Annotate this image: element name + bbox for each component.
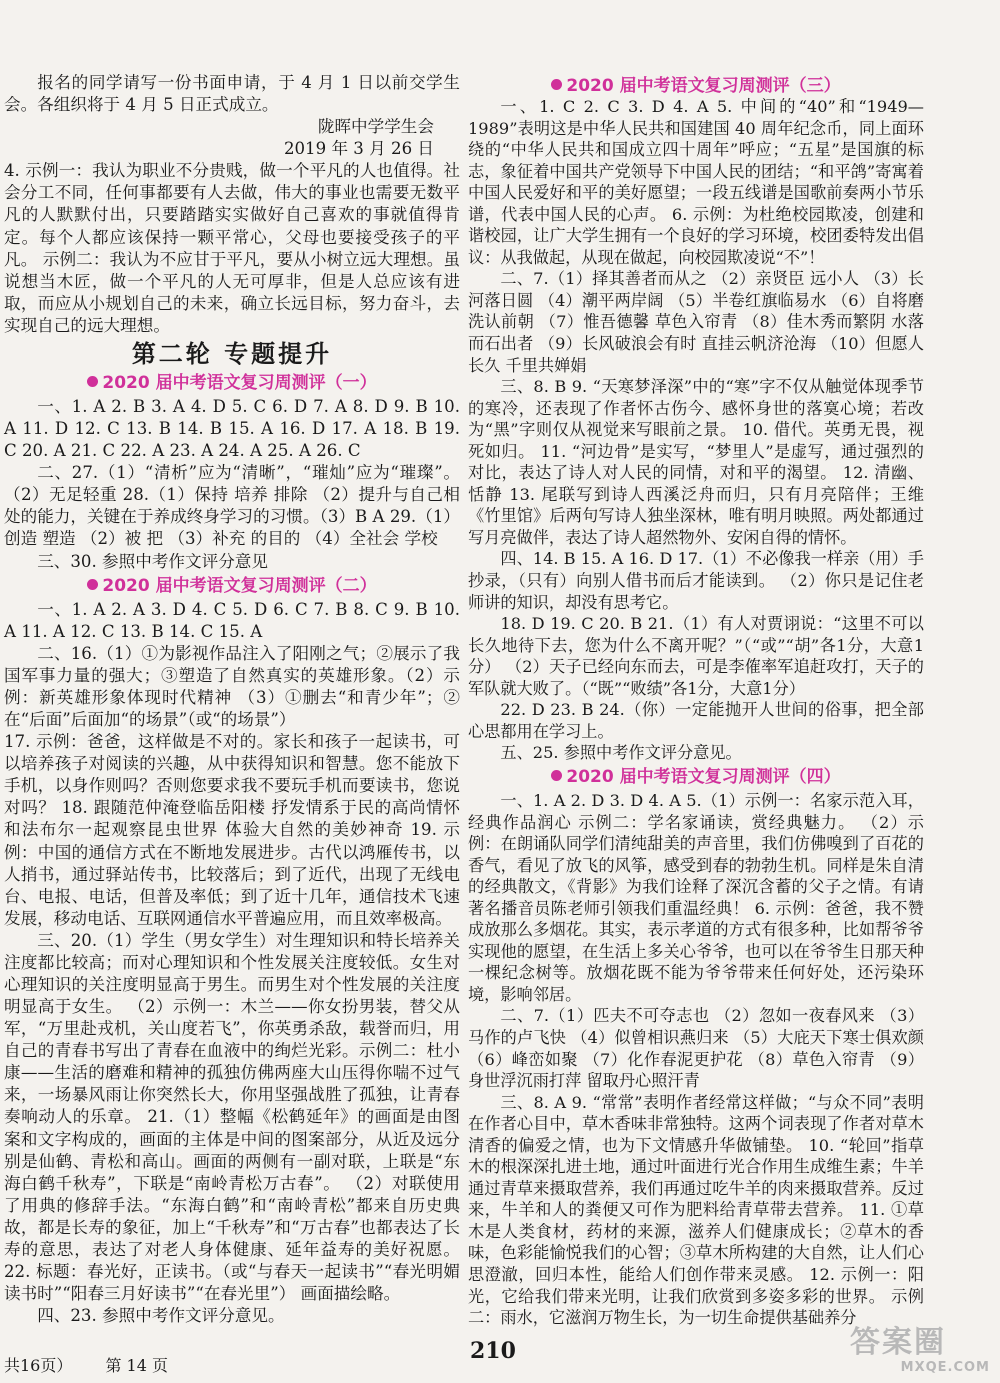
page-number: 210 [470, 1338, 516, 1364]
current-page: 第 14 页 [105, 1356, 169, 1375]
section-header-2: 2020 届中考语文复习周测评（二） [4, 574, 460, 598]
section-header-4: 2020 届中考语文复习周测评（四） [468, 765, 924, 789]
sec2-part4: 四、23. 参照中考作文评分意见。 [37, 1306, 285, 1326]
section-header-1: 2020 届中考语文复习周测评（一） [4, 371, 460, 395]
sec3-part5: 五、25. 参照中考作文评分意见。 [500, 743, 742, 763]
sec3-part4: 四、14. B 15. A 16. D 17.（1）不必像我一样亲（用）手抄录，（只有）向别人借书而后才能读到。 （2）你只是记住老师讲的知识，却没有思考它。 [468, 549, 924, 612]
sec3-item-22-24: 22. D 23. B 24.（你）一定能抛开人世间的俗事，把全部心思都用在学习上。 [468, 700, 924, 741]
right-column [468, 96, 924, 1329]
watermark-text: 答案圈 [850, 1325, 946, 1360]
page-footer [4, 1353, 196, 1376]
bullet-dot-icon [87, 579, 98, 590]
watermark-url: MXQE.COM [900, 1360, 990, 1375]
round-title: 第二轮 专题提升 [131, 339, 333, 368]
sec4-part2: 二、7.（1）匹夫不可夺志也 （2）忽如一夜春风来 （3）马作的卢飞快 （4）似曾相识燕归来 （5）大庇天下寒士俱欢颜 （6）峰峦如聚 （7）化作春泥更护花 （8）草色入帘青 （9）身世浮沉雨打萍 留取丹心照汗青 [468, 1006, 924, 1091]
sec3-part2: 二、7.（1）择其善者而从之 （2）亲贤臣 远小人 （3）长河落日圆 （4）潮平两岸阔 （5）半卷红旗临易水 （6）自将磨洗认前朝 （7）惟吾德馨 草色入帘青 （8）佳木秀而繁阴 水落而石出者 （9）长风破浪会有时 直挂云帆济沧海 （10）但愿人长久 千里共婵娟 [468, 269, 924, 375]
section-header-3: 2020 届中考语文复习周测评（三） [468, 74, 924, 98]
watermark-logo [850, 1326, 990, 1378]
sec1-part3: 三、30. 参照中考作文评分意见 [37, 551, 268, 571]
sec1-part2: 二、27.（1）“清析”应为“清晰”，“璀灿”应为“璀璨”。（2）无足轻重 28.（1）保持 培养 排除 （2）提升与自己相处的能力，关键在于养成终身学习的习惯。（3）B A 29.（1）创造 塑造 （2）被 把 （3）补充 的目的 （4）全社会 学校 [4, 463, 460, 549]
bullet-dot-icon [87, 376, 98, 387]
notice-signature: 陇晖中学学生会 [317, 117, 434, 137]
total-pages: 共16页） [4, 1356, 73, 1375]
sec3-part1: 一、1. C 2. C 3. D 4. A 5. 中间的“40”和“1949—1989”表明这是中华人民共和国建国 40 周年纪念币，同上面环绕的“中华人民共和国成立四十周年”呼应；“五星”是国旗的标志，象征着中国共产党领导下中国人民的团结；“和平鸽”寄寓着中国人民爱好和平的美好愿望；一段五线谱是国歌前奏两小节乐谱，代表中国人民的心声。 6. 示例：为杜绝校园欺凌，创建和谐校园，让广大学生拥有一个良好的学习环境，校团委特发出倡议：从我做起，从现在做起，向校园欺凌说“不”！ [468, 97, 924, 267]
bullet-dot-icon [551, 770, 562, 781]
sec4-part3: 三、8. A 9. “常常”表明作者经常这样做；“与众不同”表明在作者心目中，草木香味非常独特。这两个词表现了作者对草木清香的偏爱之情，也为下文情感升华做铺垫。 10. “轮回”指草木的根深深扎进土地，通过叶面进行光合作用生成维生素；牛羊通过青草来摄取营养，我们再通过吃牛羊的肉来摄取营养。反过来，牛羊和人的粪便又可作为肥料给青草带去营养。 11. ①草木是人类食材，药材的来源，滋养人们健康成长；②草木的香味，色彩能愉悦我们的心智；③草木所构建的大自然，让人们心思澄澈，回归本性，能给人们创作带来灵感。 12. 示例一：阳光，它给我们带来光明，让我们欣赏到多姿多彩的世界。 示例二：雨水，它滋润万物生长，为一切生命提供基础养分 [468, 1092, 924, 1328]
sec2-item-17-19: 17. 示例：爸爸，这样做是不对的。家长和孩子一起读书，可以培养孩子对阅读的兴趣，从中获得知识和智慧。您不能放下手机，以身作则吗？否则您要求我不要玩手机而要读书，您说对吗？ 18. 跟随范仲淹登临岳阳楼 抒发情系于民的高尚情怀 和法布尔一起观察昆虫世界 体验大自然的美妙神奇 19. 示例：中国的通信方式在不断地发展进步。古代以鸿雁传书，以人捎书，通过驿站传书，比较落后；到了近代，出现了无线电台、电报、电话，但普及率低；到了近十几年，通信技术飞速发展，移动电话、互联网通信水平普遍应用，而且效率极高。 [4, 732, 460, 928]
sec4-part1: 一、1. A 2. D 3. D 4. A 5.（1）示例一：名家示范入耳，经典作品润心 示例二：学名家诵读，赏经典魅力。 （2）示例：在朗诵队同学们清纯甜美的声音里，我们仿佛嗅到了百花的香气，看见了放飞的风筝，感受到春的勃勃生机。同样是朱自清的经典散文，《背影》为我们诠释了深沉含蓄的父子之情。有请著名播音员陈老师引领我们重温经典！ 6. 示例：爸爸，我不赞成放那么多烟花。其实，表示孝道的方式有很多种，比如帮爷爷实现他的愿望，在生活上多关心爷爷，也可以在爷爷生日那天种一棵纪念树等。放烟花既不能为爷爷带来任何好处，还污染环境，影响邻居。 [468, 790, 924, 1004]
sec2-part3: 三、20.（1）学生（男女学生）对生理知识和特长培养关注度都比较高；而对心理知识和个性发展关注度较低。女生对心理知识的关注度明显高于男生。而男生对个性发展的关注度明显高于女生。 （2）示例一：木兰——你女扮男装，替父从军，“万里赴戎机，关山度若飞”，你英勇杀敌，载誉而归，用自己的青春书写出了青春在血液中的绚烂光彩。示例二：杜小康——生活的磨难和精神的孤独仿佛两座大山压得你喘不过气来，一场暴风雨让你突然长大，你用坚强战胜了孤独，让青春奏响动人的乐章。 21.（1）整幅《松鹤延年》的画面是由图案和文字构成的，画面的主体是中间的图案部分，从近及远分别是仙鹤、青松和高山。画面的两侧有一副对联，上联是“东海白鹤千秋寿”，下联是“南岭青松万古春”。 （2）对联使用了用典的修辞手法。“东海白鹤”和“南岭青松”都来自历史典故，都是长寿的象征，加上“千秋寿”和“万古春”也都表达了长寿的意思，表达了对老人身体健康、延年益寿的美好祝愿。 22. 标题：春光好，正读书。（或“与春天一起读书”“春光明媚读书时”“阳春三月好读书”“在春光里”） 画面描绘略。 [4, 930, 460, 1304]
sec2-choice-answers: 一、1. A 2. A 3. D 4. C 5. D 6. C 7. B 8. C 9. B 10. A 11. A 12. C 13. B 14. C 15. A [4, 599, 460, 641]
notice-text: 报名的同学请写一份书面申请，于 4 月 1 日以前交学生会。各组织将于 4 月 5 日正式成立。 [4, 73, 460, 115]
sec2-part2: 二、16.（1）①为影视作品注入了阳刚之气；②展示了我国军事力量的强大；③塑造了自然真实的英雄形象。（2）示例：新英雄形象体现时代精神 （3）①删去“和青少年”；②在“后面”后面加“的场景”（或“的场景”） [4, 643, 460, 730]
sec3-part3: 三、8. B 9. “天寒梦泽深”中的“寒”字不仅从触觉体现季节的寒冷，还表现了作者怀古伤今、感怀身世的落寞心境；若改为“黑”字则仅从视觉来写眼前之景。 10. 借代。英勇无畏，视死如归。 11. “河边骨”是实写，“梦里人”是虚写，通过强烈的对比，表达了诗人对人民的同情，对和平的渴望。 12. 清幽、恬静 13. 尾联写到诗人西溪泛舟而归，只有月亮陪伴；王维《竹里馆》后两句写诗人独坐深林，唯有明月映照。两处都通过写月亮做伴，表达了诗人超然物外、安闲自得的情怀。 [468, 377, 924, 547]
notice-date: 2019 年 3 月 26 日 [283, 139, 434, 159]
left-column [4, 72, 460, 1327]
bullet-dot-icon [551, 79, 562, 90]
answer-item-4: 4. 示例一：我认为职业不分贵贱，做一个平凡的人也值得。社会分工不同，任何事都要有人去做，伟大的事业也需要无数平凡的人默默付出，只要踏踏实实做好自己喜欢的事就值得肯定。每个人都应该保持一颗平常心，父母也要接受孩子的平凡。 示例二：我认为不应甘于平凡，要从小树立远大理想。虽说想当木匠，做一个平凡的人无可厚非，但是人总应该有进取，而应从小规划自己的未来，确立长远目标，努力奋斗，去实现自己的远大理想。 [4, 161, 460, 335]
sec1-choice-answers: 一、1. A 2. B 3. A 4. D 5. C 6. D 7. A 8. D 9. B 10. A 11. D 12. C 13. B 14. B 15. A 16. D 17. A 18. B 19. C 20. A 21. C 22. A 23. A 24. A 25. A 26. C [4, 397, 460, 461]
sec3-item-18-21: 18. D 19. C 20. B 21.（1）有人对贾诩说：“这里不可以长久地待下去，您为什么不离开呢？”（“或”“胡”各1分，大意1分） （2）天子已经向东而去，可是李傕率军追赶攻打，天子的军队就大败了。（“既”“败绩”各1分，大意1分） [468, 614, 924, 698]
